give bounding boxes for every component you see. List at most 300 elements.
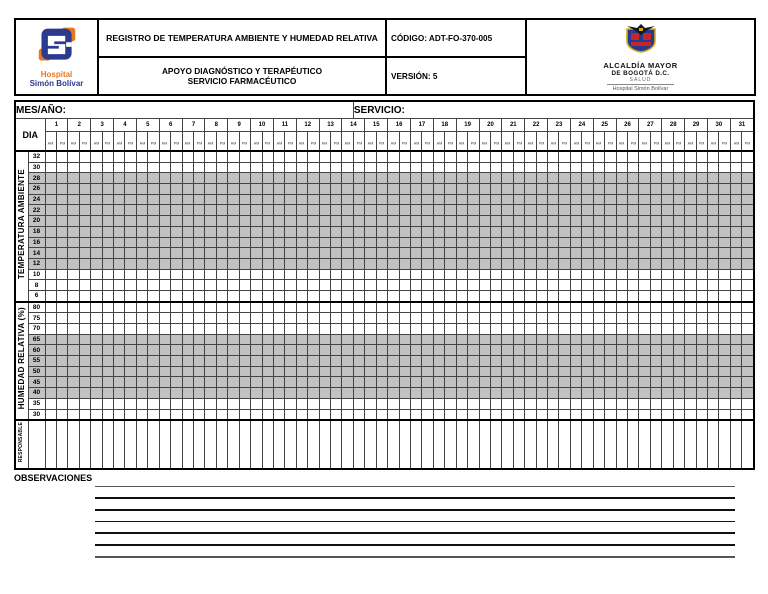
temperature-cell xyxy=(228,205,239,216)
humidity-cell xyxy=(182,388,193,399)
temperature-cell xyxy=(422,216,433,227)
temperature-cell xyxy=(628,237,639,248)
humidity-cell xyxy=(91,313,102,324)
responsable-cell xyxy=(685,420,696,469)
humidity-cell xyxy=(593,377,604,388)
humidity-cell xyxy=(433,409,444,420)
humidity-cell xyxy=(353,366,364,377)
temperature-cell xyxy=(536,151,547,162)
humidity-cell xyxy=(650,409,661,420)
temperature-cell xyxy=(422,226,433,237)
humidity-cell xyxy=(125,366,136,377)
humidity-cell xyxy=(136,324,147,335)
humidity-cell xyxy=(673,366,684,377)
temperature-cell xyxy=(182,151,193,162)
temperature-cell xyxy=(342,151,353,162)
humidity-cell xyxy=(582,324,593,335)
humidity-cell xyxy=(685,345,696,356)
ampm-header: AM xyxy=(570,132,581,152)
temperature-cell xyxy=(365,162,376,173)
temperature-cell xyxy=(479,184,490,195)
day-header: 22 xyxy=(525,119,548,132)
temperature-cell xyxy=(707,258,718,269)
temperature-cell xyxy=(707,269,718,280)
humidity-cell xyxy=(490,366,501,377)
humidity-cell xyxy=(673,313,684,324)
temperature-cell xyxy=(582,151,593,162)
humidity-cell xyxy=(433,398,444,409)
humidity-cell xyxy=(696,334,707,345)
day-header: 12 xyxy=(296,119,319,132)
humidity-cell xyxy=(616,313,627,324)
ampm-header: PM xyxy=(239,132,250,152)
humidity-cell xyxy=(296,302,307,313)
temperature-cell xyxy=(262,280,273,291)
humidity-cell xyxy=(388,345,399,356)
temperature-cell xyxy=(262,194,273,205)
humidity-cell xyxy=(673,377,684,388)
temperature-cell xyxy=(570,151,581,162)
humidity-cell xyxy=(365,302,376,313)
humidity-cell xyxy=(273,356,284,367)
humidity-cell xyxy=(593,345,604,356)
humidity-cell xyxy=(296,334,307,345)
temperature-cell xyxy=(685,162,696,173)
temperature-cell xyxy=(650,258,661,269)
humidity-cell xyxy=(628,398,639,409)
temperature-cell xyxy=(582,216,593,227)
temperature-cell xyxy=(182,248,193,259)
humidity-cell xyxy=(114,334,125,345)
temperature-cell xyxy=(136,205,147,216)
temperature-cell xyxy=(125,216,136,227)
humidity-cell xyxy=(353,324,364,335)
humidity-cell xyxy=(742,366,754,377)
humidity-cell xyxy=(228,388,239,399)
temperature-cell xyxy=(582,205,593,216)
humidity-cell xyxy=(262,334,273,345)
humidity-cell xyxy=(308,377,319,388)
humidity-cell xyxy=(707,345,718,356)
temperature-cell xyxy=(570,248,581,259)
humidity-cell xyxy=(285,302,296,313)
temperature-cell xyxy=(182,205,193,216)
temperature-cell xyxy=(639,205,650,216)
temperature-cell xyxy=(148,290,159,301)
humidity-cell xyxy=(205,409,216,420)
humidity-cell xyxy=(479,313,490,324)
humidity-cell xyxy=(536,334,547,345)
humidity-cell xyxy=(79,388,90,399)
humidity-cell xyxy=(628,388,639,399)
humidity-cell xyxy=(239,377,250,388)
temperature-cell xyxy=(159,248,170,259)
temperature-cell xyxy=(536,205,547,216)
humidity-cell xyxy=(331,345,342,356)
humidity-cell xyxy=(445,388,456,399)
temperature-cell xyxy=(673,194,684,205)
temperature-cell xyxy=(628,173,639,184)
temperature-cell xyxy=(365,216,376,227)
humidity-cell xyxy=(239,388,250,399)
temperature-cell xyxy=(742,184,754,195)
humidity-cell xyxy=(331,324,342,335)
temperature-cell xyxy=(205,226,216,237)
temperature-cell xyxy=(205,205,216,216)
temperature-cell xyxy=(79,216,90,227)
responsable-cell xyxy=(91,420,102,469)
humidity-cell xyxy=(148,334,159,345)
temperature-cell xyxy=(525,226,536,237)
temperature-cell xyxy=(685,184,696,195)
humidity-cell xyxy=(490,356,501,367)
humidity-cell xyxy=(205,398,216,409)
temperature-cell xyxy=(593,269,604,280)
humidity-cell xyxy=(490,398,501,409)
humidity-cell xyxy=(159,388,170,399)
temperature-cell xyxy=(342,237,353,248)
temperature-cell xyxy=(673,280,684,291)
ampm-header: AM xyxy=(319,132,330,152)
humidity-cell xyxy=(513,356,524,367)
temperature-cell xyxy=(308,258,319,269)
temperature-cell xyxy=(251,258,262,269)
responsable-cell xyxy=(502,420,513,469)
humidity-cell xyxy=(68,398,79,409)
ampm-header: AM xyxy=(616,132,627,152)
temperature-cell xyxy=(730,216,741,227)
ampm-header: AM xyxy=(502,132,513,152)
humidity-cell xyxy=(525,409,536,420)
humidity-cell xyxy=(445,324,456,335)
temperature-cell xyxy=(639,280,650,291)
temperature-cell xyxy=(445,162,456,173)
humidity-cell xyxy=(342,388,353,399)
humidity-cell xyxy=(593,366,604,377)
humidity-cell xyxy=(742,388,754,399)
temperature-cell xyxy=(79,226,90,237)
temperature-cell xyxy=(468,205,479,216)
humidity-cell xyxy=(216,313,227,324)
humidity-cell xyxy=(376,356,387,367)
temperature-cell xyxy=(490,226,501,237)
humidity-cell xyxy=(216,345,227,356)
humidity-cell xyxy=(251,377,262,388)
temperature-cell xyxy=(376,194,387,205)
humidity-cell xyxy=(742,345,754,356)
humidity-cell xyxy=(582,377,593,388)
temperature-cell xyxy=(662,269,673,280)
temperature-cell xyxy=(673,248,684,259)
humidity-cell xyxy=(490,324,501,335)
temperature-cell xyxy=(239,205,250,216)
humidity-cell xyxy=(536,377,547,388)
temperature-cell xyxy=(136,258,147,269)
temperature-cell xyxy=(707,237,718,248)
humidity-cell xyxy=(616,356,627,367)
humidity-cell xyxy=(490,377,501,388)
responsable-scale-cell xyxy=(28,420,45,469)
responsable-cell xyxy=(159,420,170,469)
temperature-cell xyxy=(102,216,113,227)
temperature-cell xyxy=(605,205,616,216)
humidity-cell xyxy=(662,324,673,335)
ampm-header: PM xyxy=(445,132,456,152)
humidity-cell xyxy=(91,388,102,399)
humidity-cell xyxy=(285,366,296,377)
temperature-cell xyxy=(685,280,696,291)
humidity-cell xyxy=(536,366,547,377)
temperature-cell xyxy=(353,173,364,184)
temperature-cell xyxy=(616,290,627,301)
humidity-cell xyxy=(730,324,741,335)
humidity-cell xyxy=(719,409,730,420)
temperature-cell xyxy=(399,290,410,301)
humidity-cell xyxy=(79,334,90,345)
temperature-cell xyxy=(296,280,307,291)
humidity-cell xyxy=(182,334,193,345)
temperature-cell xyxy=(353,216,364,227)
temperature-cell xyxy=(342,269,353,280)
temperature-cell xyxy=(193,258,204,269)
temperature-cell xyxy=(125,290,136,301)
humidity-cell xyxy=(707,409,718,420)
temperature-cell xyxy=(79,269,90,280)
humidity-cell xyxy=(365,334,376,345)
humidity-cell xyxy=(182,366,193,377)
humidity-cell xyxy=(251,398,262,409)
temperature-cell xyxy=(570,269,581,280)
humidity-cell xyxy=(56,313,67,324)
temperature-cell xyxy=(616,184,627,195)
humidity-cell xyxy=(650,324,661,335)
humidity-cell xyxy=(605,313,616,324)
ampm-header: AM xyxy=(456,132,467,152)
temperature-cell xyxy=(353,151,364,162)
humidity-cell xyxy=(296,345,307,356)
temperature-cell xyxy=(742,151,754,162)
responsable-cell xyxy=(422,420,433,469)
temperature-scale-value: 6 xyxy=(28,290,45,301)
temperature-cell xyxy=(399,237,410,248)
humidity-cell xyxy=(411,345,422,356)
header-titles xyxy=(99,20,387,94)
temperature-cell xyxy=(548,248,559,259)
temperature-cell xyxy=(468,237,479,248)
temperature-cell xyxy=(433,290,444,301)
humidity-cell xyxy=(79,345,90,356)
temperature-cell xyxy=(593,216,604,227)
temperature-cell xyxy=(548,205,559,216)
temperature-cell xyxy=(582,194,593,205)
temperature-cell xyxy=(513,237,524,248)
temperature-scale-value: 10 xyxy=(28,269,45,280)
temperature-cell xyxy=(707,290,718,301)
temperature-cell xyxy=(639,162,650,173)
humidity-cell xyxy=(616,409,627,420)
temperature-cell xyxy=(502,205,513,216)
temperature-cell xyxy=(102,205,113,216)
humidity-cell xyxy=(707,334,718,345)
humidity-cell xyxy=(376,324,387,335)
humidity-cell xyxy=(319,377,330,388)
humidity-cell xyxy=(56,345,67,356)
humidity-cell xyxy=(45,324,56,335)
temperature-cell xyxy=(696,280,707,291)
ampm-header: PM xyxy=(79,132,90,152)
humidity-cell xyxy=(673,334,684,345)
temperature-cell xyxy=(262,290,273,301)
temperature-cell xyxy=(125,205,136,216)
humidity-cell xyxy=(228,345,239,356)
temperature-cell xyxy=(650,237,661,248)
temperature-cell xyxy=(719,162,730,173)
humidity-cell xyxy=(91,345,102,356)
temperature-cell xyxy=(56,258,67,269)
responsable-cell xyxy=(742,420,754,469)
humidity-cell xyxy=(468,409,479,420)
temperature-cell xyxy=(650,151,661,162)
humidity-cell xyxy=(148,356,159,367)
temperature-cell xyxy=(308,205,319,216)
temperature-cell xyxy=(205,258,216,269)
temperature-cell xyxy=(650,226,661,237)
temperature-cell xyxy=(159,205,170,216)
temperature-cell xyxy=(548,162,559,173)
temperature-cell xyxy=(639,194,650,205)
responsable-cell xyxy=(171,420,182,469)
temperature-cell xyxy=(102,248,113,259)
day-header: 15 xyxy=(365,119,388,132)
humidity-cell xyxy=(719,366,730,377)
temperature-cell xyxy=(251,173,262,184)
humidity-cell xyxy=(68,324,79,335)
temperature-cell xyxy=(411,151,422,162)
temperature-cell xyxy=(228,162,239,173)
humidity-cell xyxy=(628,377,639,388)
temperature-cell xyxy=(308,280,319,291)
temperature-cell xyxy=(353,290,364,301)
temperature-cell xyxy=(171,205,182,216)
humidity-cell xyxy=(159,366,170,377)
temperature-cell xyxy=(228,258,239,269)
ampm-header: AM xyxy=(342,132,353,152)
humidity-cell xyxy=(228,366,239,377)
day-header: 26 xyxy=(616,119,639,132)
temperature-cell xyxy=(605,194,616,205)
humidity-cell xyxy=(114,302,125,313)
humidity-cell xyxy=(193,302,204,313)
responsable-cell xyxy=(399,420,410,469)
temperature-cell xyxy=(102,226,113,237)
humidity-cell xyxy=(296,324,307,335)
temperature-cell xyxy=(593,151,604,162)
temperature-cell xyxy=(79,205,90,216)
temperature-cell xyxy=(342,216,353,227)
temperature-cell xyxy=(433,205,444,216)
humidity-cell xyxy=(193,356,204,367)
temperature-cell xyxy=(456,226,467,237)
temperature-cell xyxy=(171,184,182,195)
temperature-cell xyxy=(285,216,296,227)
responsable-cell xyxy=(628,420,639,469)
humidity-cell xyxy=(411,398,422,409)
temperature-cell xyxy=(91,280,102,291)
humidity-cell xyxy=(628,345,639,356)
humidity-cell xyxy=(79,356,90,367)
responsable-cell xyxy=(296,420,307,469)
humidity-cell xyxy=(68,388,79,399)
temperature-cell xyxy=(582,290,593,301)
temperature-cell xyxy=(308,184,319,195)
humidity-cell xyxy=(205,313,216,324)
temperature-cell xyxy=(650,194,661,205)
temperature-cell xyxy=(91,258,102,269)
temperature-cell xyxy=(273,248,284,259)
temperature-cell xyxy=(376,184,387,195)
temperature-cell xyxy=(205,194,216,205)
humidity-cell xyxy=(228,409,239,420)
temperature-cell xyxy=(605,151,616,162)
humidity-cell xyxy=(79,366,90,377)
humidity-cell xyxy=(628,334,639,345)
humidity-cell xyxy=(102,345,113,356)
humidity-cell xyxy=(45,377,56,388)
humidity-cell xyxy=(433,302,444,313)
humidity-cell xyxy=(422,356,433,367)
humidity-cell xyxy=(548,334,559,345)
temperature-cell xyxy=(365,173,376,184)
humidity-cell xyxy=(742,302,754,313)
temperature-cell xyxy=(182,258,193,269)
temperature-cell xyxy=(45,280,56,291)
temperature-cell xyxy=(296,248,307,259)
temperature-cell xyxy=(536,237,547,248)
temperature-cell xyxy=(536,173,547,184)
humidity-cell xyxy=(102,377,113,388)
temperature-cell xyxy=(719,151,730,162)
temperature-cell xyxy=(559,194,570,205)
responsable-cell xyxy=(228,420,239,469)
temperature-cell xyxy=(548,258,559,269)
temperature-cell xyxy=(422,151,433,162)
humidity-cell xyxy=(399,345,410,356)
humidity-cell xyxy=(685,409,696,420)
humidity-cell xyxy=(388,334,399,345)
temperature-cell xyxy=(56,269,67,280)
temperature-cell xyxy=(696,248,707,259)
temperature-cell xyxy=(730,194,741,205)
humidity-cell xyxy=(251,366,262,377)
temperature-cell xyxy=(159,151,170,162)
temperature-cell xyxy=(148,151,159,162)
humidity-cell xyxy=(114,313,125,324)
humidity-cell xyxy=(205,388,216,399)
responsable-cell xyxy=(56,420,67,469)
humidity-cell xyxy=(479,324,490,335)
temperature-cell xyxy=(616,269,627,280)
humidity-cell xyxy=(445,356,456,367)
temperature-cell xyxy=(285,205,296,216)
responsable-cell xyxy=(468,420,479,469)
temperature-cell xyxy=(479,173,490,184)
alcaldia-logo xyxy=(527,20,754,94)
responsable-cell xyxy=(548,420,559,469)
humidity-cell xyxy=(205,302,216,313)
humidity-cell xyxy=(353,409,364,420)
temperature-cell xyxy=(319,162,330,173)
humidity-cell xyxy=(570,398,581,409)
